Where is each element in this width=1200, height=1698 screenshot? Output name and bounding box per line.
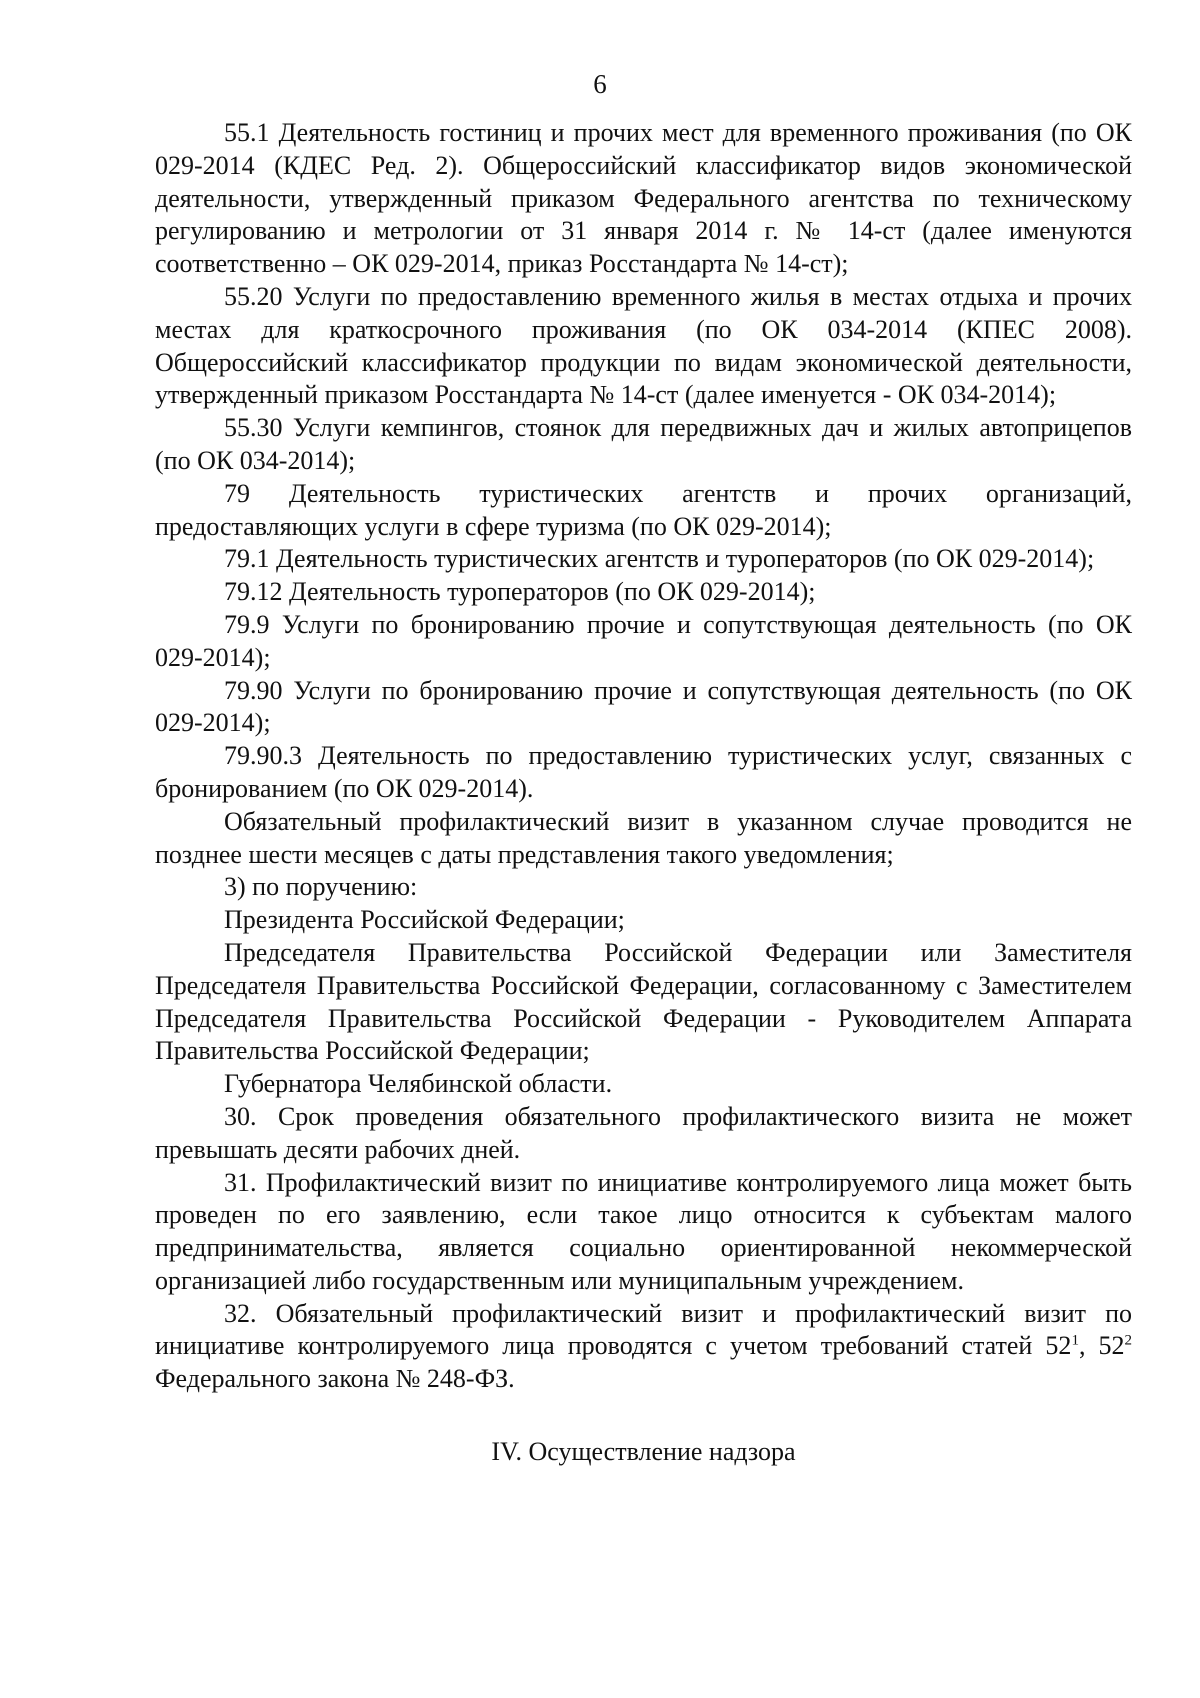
- paragraph-55-30: 55.30 Услуги кемпингов, стоянок для передвижных дач и жилых автоприцепов (по ОК 034-2014);: [155, 413, 1132, 475]
- paragraph-government-chairman: Председателя Правительства Российской Федерации или Заместителя Председателя Правительства Российской Федерации, согласованному с Заместителем Председателя Правительства Российской Федерации - Руководителем Аппарата Правительства Российской Федерации;: [155, 937, 1132, 1066]
- paragraph-32-part2: , 52: [1078, 1331, 1125, 1361]
- paragraph-79-90: 79.90 Услуги по бронированию прочие и сопутствующая деятельность (по ОК 029-2014);: [155, 675, 1132, 738]
- document-body: [155, 117, 1132, 1469]
- paragraph-30: 30. Срок проведения обязательного профилактического визита не может превышать десяти рабочих дней.: [155, 1101, 1132, 1164]
- paragraph-governor: Губернатора Челябинской области.: [224, 1069, 613, 1099]
- superscript-1: 1: [1071, 1332, 1079, 1349]
- paragraph-by-instruction: 3) по поручению:: [224, 872, 418, 902]
- paragraph-55-20: 55.20 Услуги по предоставлению временного жилья в местах отдыха и прочих местах для краткосрочного проживания (по ОК 034-2014 (КПЕС 2008). Общероссийский классификатор продукции по видам экономической деятельности, утвержденный приказом Росстандарта № 14-ст (далее именуется - ОК 034-2014);: [155, 281, 1132, 410]
- paragraph-79-12: 79.12 Деятельность туроператоров (по ОК 029-2014);: [224, 577, 816, 607]
- page-number: 6: [593, 69, 607, 99]
- paragraph-31: 31. Профилактический визит по инициативе контролируемого лица может быть проведен по его заявлению, если такое лицо относится к субъектам малого предпринимательства, является социально ориентированной некоммерческой организацией либо государственным или муниципальным учреждением.: [155, 1167, 1132, 1295]
- paragraph-55-1: 55.1 Деятельность гостиниц и прочих мест для временного проживания (по ОК 029-2014 (КДЕС Ред. 2). Общероссийский классификатор видов экономической деятельности, утвержденный приказом Федерального агентства по техническому регулированию и метрологии от 31 января 2014 г. № 14-ст (далее именуются соответственно – ОК 029-2014, приказ Росстандарта № 14-ст);: [155, 118, 1132, 279]
- paragraph-32-part3: Федерального закона № 248-ФЗ.: [155, 1364, 515, 1394]
- paragraph-79: 79 Деятельность туристических агентств и прочих организаций, предоставляющих услуги в сфере туризма (по ОК 029-2014);: [155, 478, 1132, 541]
- paragraph-79-9: 79.9 Услуги по бронированию прочие и сопутствующая деятельность (по ОК 029-2014);: [155, 609, 1132, 672]
- paragraph-mandatory-visit-deadline: Обязательный профилактический визит в указанном случае проводится не позднее шести месяцев с даты представления такого уведомления;: [155, 806, 1132, 869]
- paragraph-32-part1: 32. Обязательный профилактический визит и профилактический визит по инициативе контролируемого лица проводятся с учетом требований статей 52: [155, 1298, 1132, 1361]
- paragraph-79-1: 79.1 Деятельность туристических агентств и туроператоров (по ОК 029-2014);: [224, 544, 1095, 574]
- superscript-2: 2: [1124, 1332, 1133, 1349]
- paragraph-president: Президента Российской Федерации;: [224, 905, 625, 935]
- paragraph-79-90-3: 79.90.3 Деятельность по предоставлению туристических услуг, связанных с бронированием (по ОК 029-2014).: [155, 741, 1132, 803]
- paragraph-32: [155, 1298, 1132, 1396]
- section-heading: IV. Осуществление надзора: [491, 1437, 796, 1467]
